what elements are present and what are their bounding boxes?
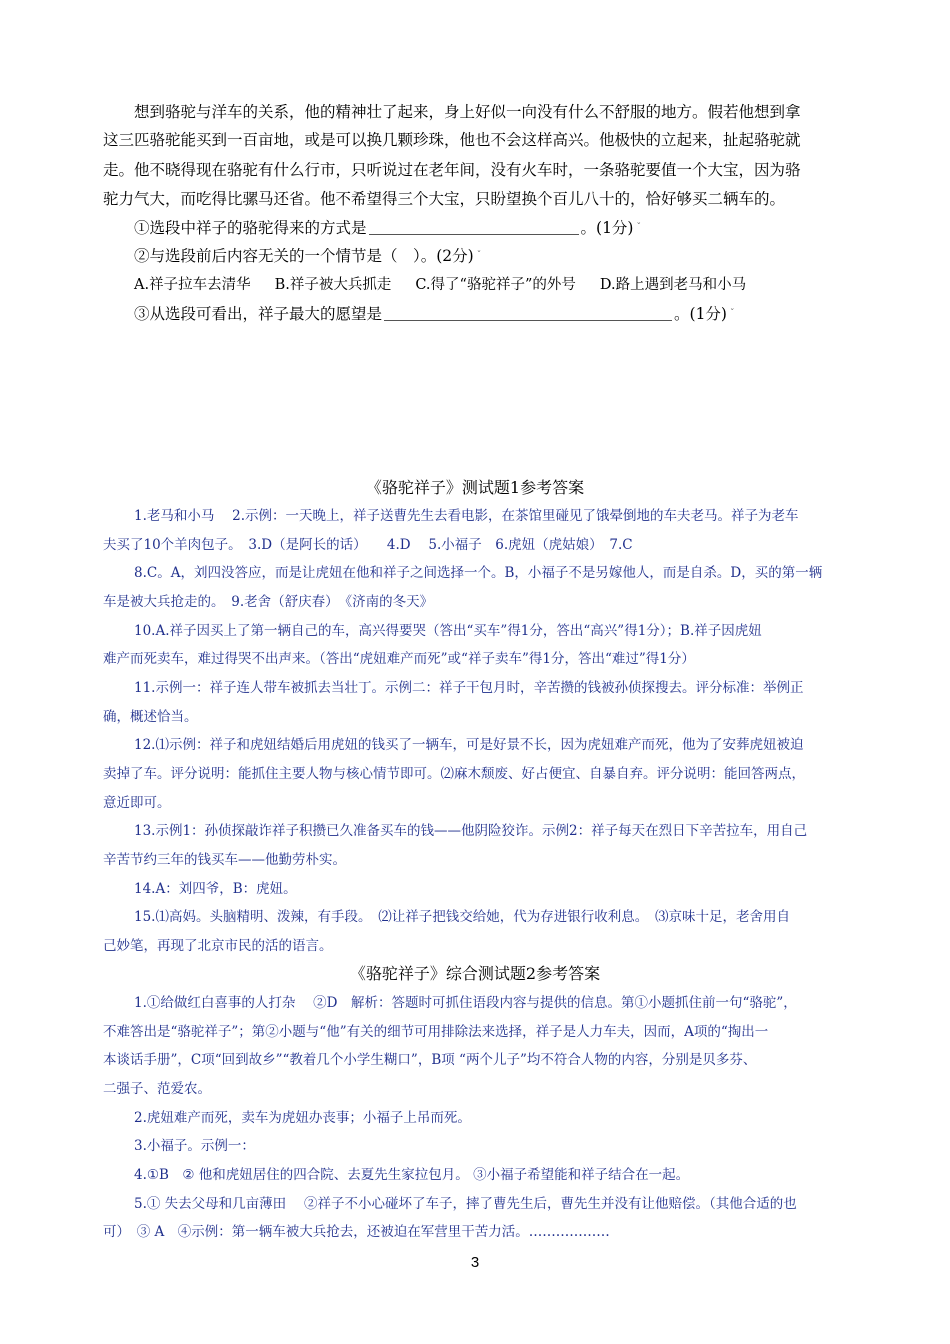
answer-line: 难产而死卖车，难过得哭不出声来。（答出“虎妞难产而死”或“祥子卖车”得1分，答出“难过”得1分）: [103, 651, 695, 667]
excerpt-line: 驼力气大，而吃得比骡马还省。他不希望得三个大宝，只盼望换个百儿八十的，恰好够买二辆车的。: [103, 190, 786, 208]
question-3: [134, 304, 734, 324]
option-d: D.路上遇到老马和小马: [599, 277, 747, 293]
page-number: 3: [470, 1254, 480, 1271]
answer-line: 本谈话手册”，C项“回到故乡”“教着几个小学生糊口”，B项 “两个儿子”均不符合人物的内容，分别是贝多芬、: [103, 1052, 757, 1068]
answer-line: 夫买了10个羊肉包子。 3.D（是阿长的话） 4.D 5.小福子 6.虎妞（虎姑娘） 7.C: [103, 537, 633, 553]
answer-line: 11.示例一：祥子连人带车被抓去当壮丁。示例二：祥子干包月时，辛苦攒的钱被孙侦探搜去。评分标准：举例正: [134, 680, 804, 696]
answers-1-title: 《骆驼祥子》测试题1参考答案: [365, 478, 585, 497]
option-c: C.得了“骆驼祥子”的外号: [415, 277, 576, 293]
answer-line: 5.① 失去父母和几亩薄田 ②祥子不小心碰坏了车子，摔了曹先生后，曹先生并没有让他赔偿。（其他合适的也: [134, 1196, 797, 1212]
answer-line: 1.老马和小马 2.示例：一天晚上，祥子送曹先生去看电影，在茶馆里碰见了饿晕倒地的车夫老马。祥子为老车: [134, 508, 799, 524]
answer-line: 意近即可。: [103, 795, 171, 811]
check-mark: ˇ: [476, 251, 482, 261]
question-3-tail: 。(1分): [674, 305, 727, 323]
answer-line: 卖掉了车。评分说明：能抓住主要人物与核心情节即可。⑵麻木颓废、好占便宜、自暴自弃。评分说明：能回答两点，: [103, 766, 805, 782]
excerpt-line: 想到骆驼与洋车的关系，他的精神壮了起来，身上好似一向没有什么不舒服的地方。假若他想到拿: [134, 103, 801, 121]
answer-line: 1.①给做红白喜事的人打杂 ②D 解析：答题时可抓住语段内容与提供的信息。第①小题抓住前一句“骆驼”，: [134, 995, 797, 1011]
question-3-text: ③从选段可看出，祥子最大的愿望是: [134, 305, 383, 323]
question-1-tail: 。(1分): [580, 219, 634, 237]
check-mark: ˇ: [636, 223, 641, 233]
answer-line: 13.示例1：孙侦探敲诈祥子积攒已久准备买车的钱——他阴险狡诈。示例2：祥子每天在烈日下辛苦拉车，用自己: [134, 823, 808, 839]
answer-line: 4.①B ② 他和虎妞居住的四合院、去夏先生家拉包月。 ③小福子希望能和祥子结合在一起。: [134, 1167, 690, 1183]
answer-line: 12.⑴示例：祥子和虎妞结婚后用虎妞的钱买了一辆车，可是好景不长，因为虎妞难产而死，他为了安葬虎妞被迫: [134, 737, 804, 753]
answer-line: 14.A：刘四爷，B：虎妞。: [134, 881, 297, 897]
question-2: [134, 246, 481, 266]
answer-line: 确，概述恰当。: [103, 709, 198, 725]
answer-blank[interactable]: [369, 234, 579, 235]
answers-2-title: 《骆驼祥子》综合测试题2参考答案: [349, 964, 601, 983]
answer-line: 15.⑴高妈。头脑精明、泼辣，有手段。 ⑵让祥子把钱交给她，代为存进银行收利息。 ⑶京味十足，老舍用自: [134, 909, 790, 925]
answer-line: 可） ③ A ④示例：第一辆车被大兵抢去，还被迫在军营里干苦力活。………………: [103, 1224, 610, 1240]
answer-line: 不难答出是“骆驼祥子”；第②小题与“他”有关的细节可用排除法来选择，祥子是人力车夫，因而，A项的“掏出一: [103, 1024, 769, 1040]
answer-line: 10.A.祥子因买上了第一辆自己的车，高兴得要哭（答出“买车”得1分，答出“高兴”得1分）；B.祥子因虎妞: [134, 623, 762, 639]
answer-line: 辛苦节约三年的钱买车——他勤劳朴实。: [103, 852, 346, 868]
answer-line: 己妙笔，再现了北京市民的活的语言。: [103, 938, 333, 954]
check-mark: ˇ: [729, 309, 735, 319]
answer-line: 二强子、范爱农。: [103, 1081, 211, 1097]
excerpt-line: 走。他不晓得现在骆驼有什么行市，只听说过在老年间，没有火车时，一条骆驼要值一个大宝，因为骆: [103, 161, 801, 179]
question-2-options: [134, 275, 770, 295]
question-2-text: ②与选段前后内容无关的一个情节是（ ）。(2分): [134, 247, 474, 265]
answer-line: 3.小福子。示例一：: [134, 1138, 255, 1154]
question-1: [134, 218, 641, 238]
question-1-text: ①选段中祥子的骆驼得来的方式是: [134, 219, 367, 237]
answer-blank[interactable]: [384, 320, 672, 321]
excerpt-line: 这三匹骆驼能买到一百亩地，或是可以换几颗珍珠，他也不会这样高兴。他极快的立起来，扯起骆驼就: [103, 131, 801, 149]
option-a: A.祥子拉车去清华: [134, 277, 251, 293]
answer-line: 车是被大兵抢走的。 9.老舍（舒庆春） 《济南的冬天》: [103, 594, 434, 610]
answer-line: 2.虎妞难产而死，卖车为虎妞办丧事；小福子上吊而死。: [134, 1110, 471, 1126]
answer-line: 8.C。A，刘四没答应，而是让虎妞在他和祥子之间选择一个。B，小福子不是另嫁他人，而是自杀。D，买的第一辆: [134, 565, 823, 581]
option-b: B.祥子被大兵抓走: [274, 277, 392, 293]
